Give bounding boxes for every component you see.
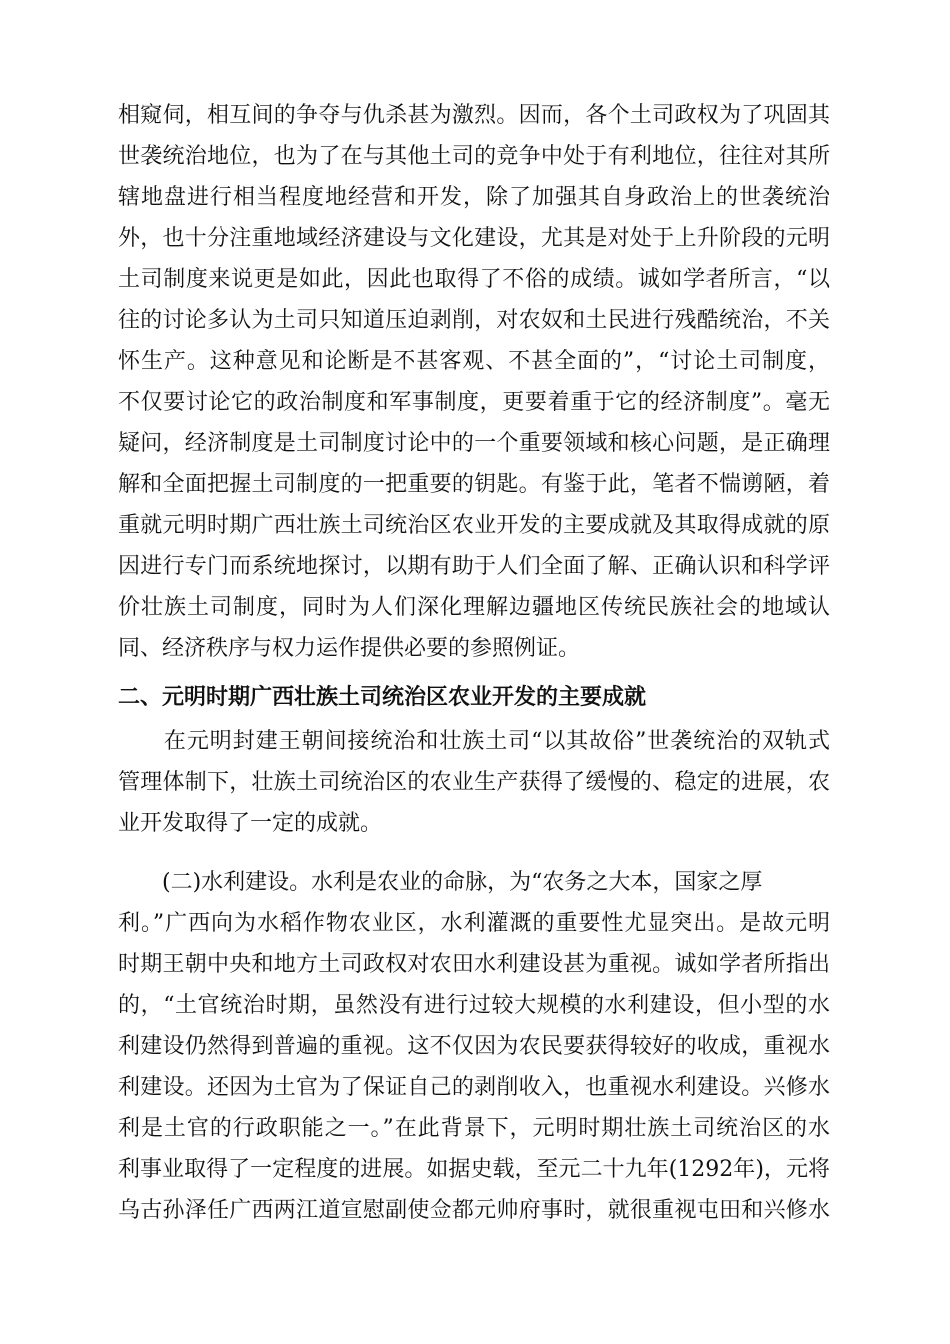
text-line: 辖地盘进行相当程度地经营和开发，除了加强其自身政治上的世袭统治 bbox=[118, 185, 830, 210]
text-line: 解和全面把握土司制度的一把重要的钥匙。有鉴于此，笔者不惴谫陋，着 bbox=[118, 472, 830, 497]
section-heading: 二、元明时期广西壮族土司统治区农业开发的主要成就 bbox=[118, 685, 647, 710]
paragraph-intro bbox=[118, 95, 830, 669]
text-line: 怀生产。这种意见和论断是不甚客观、不甚全面的”，“讨论土司制度， bbox=[118, 349, 830, 374]
document-page bbox=[118, 95, 830, 1231]
text-line: 利。”广西向为水稻作物农业区，水利灌溉的重要性尤显突出。是故元明 bbox=[118, 911, 830, 936]
text-line: 不仅要讨论它的政治制度和军事制度，更要着重于它的经济制度”。毫无 bbox=[118, 390, 830, 415]
text-line: 价壮族土司制度，同时为人们深化理解边疆地区传统民族社会的地域认 bbox=[118, 595, 830, 620]
text-line: 往的讨论多认为土司只知道压迫剥削，对农奴和土民进行残酷统治，不关 bbox=[118, 308, 830, 333]
text-line: 利建设。还因为土官为了保证自己的剥削收入，也重视水利建设。兴修水 bbox=[118, 1075, 830, 1100]
text-line: 业开发取得了一定的成就。 bbox=[118, 811, 383, 836]
text-line: 利事业取得了一定程度的进展。如据史载，至元二十九年(1292年)，元将 bbox=[118, 1157, 830, 1182]
section-heading-block bbox=[118, 677, 830, 718]
text-line: 疑问，经济制度是土司制度讨论中的一个重要领域和核心问题，是正确理 bbox=[118, 431, 830, 456]
text-line: 世袭统治地位，也为了在与其他土司的竞争中处于有利地位，往往对其所 bbox=[118, 144, 830, 169]
text-line: 时期王朝中央和地方土司政权对农田水利建设甚为重视。诚如学者所指出 bbox=[118, 952, 830, 977]
text-line: 重就元明时期广西壮族土司统治区农业开发的主要成就及其取得成就的原 bbox=[118, 513, 830, 538]
text-line: 利建设仍然得到普遍的重视。这不仅因为农民要获得较好的收成，重视水 bbox=[118, 1034, 830, 1059]
text-line: 相窥伺，相互间的争夺与仇杀甚为激烈。因而，各个土司政权为了巩固其 bbox=[118, 103, 830, 128]
paragraph-gap bbox=[118, 844, 830, 862]
text-line: 外，也十分注重地域经济建设与文化建设，尤其是对处于上升阶段的元明 bbox=[118, 226, 830, 251]
text-line: 乌古孙泽任广西两江道宣慰副使佥都元帅府事时，就很重视屯田和兴修水 bbox=[118, 1198, 830, 1223]
text-line: 土司制度来说更是如此，因此也取得了不俗的成绩。诚如学者所言，“以 bbox=[118, 267, 830, 292]
text-line: (二)水利建设。水利是农业的命脉，为“农务之大本，国家之厚 bbox=[118, 870, 763, 895]
text-line: 同、经济秩序与权力运作提供必要的参照例证。 bbox=[118, 636, 581, 661]
text-line: 的，“土官统治时期，虽然没有进行过较大规模的水利建设，但小型的水 bbox=[118, 993, 830, 1018]
text-line: 利是土官的行政职能之一。”在此背景下，元明时期壮族土司统治区的水 bbox=[118, 1116, 830, 1141]
paragraph-water-conservancy bbox=[118, 862, 830, 1231]
paragraph-overview bbox=[118, 721, 830, 844]
text-line: 管理体制下，壮族土司统治区的农业生产获得了缓慢的、稳定的进展，农 bbox=[118, 770, 830, 795]
text-line: 因进行专门而系统地探讨，以期有助于人们全面了解、正确认识和科学评 bbox=[118, 554, 830, 579]
text-line: 在元明封建王朝间接统治和壮族土司“以其故俗”世袭统治的双轨式 bbox=[118, 729, 830, 754]
